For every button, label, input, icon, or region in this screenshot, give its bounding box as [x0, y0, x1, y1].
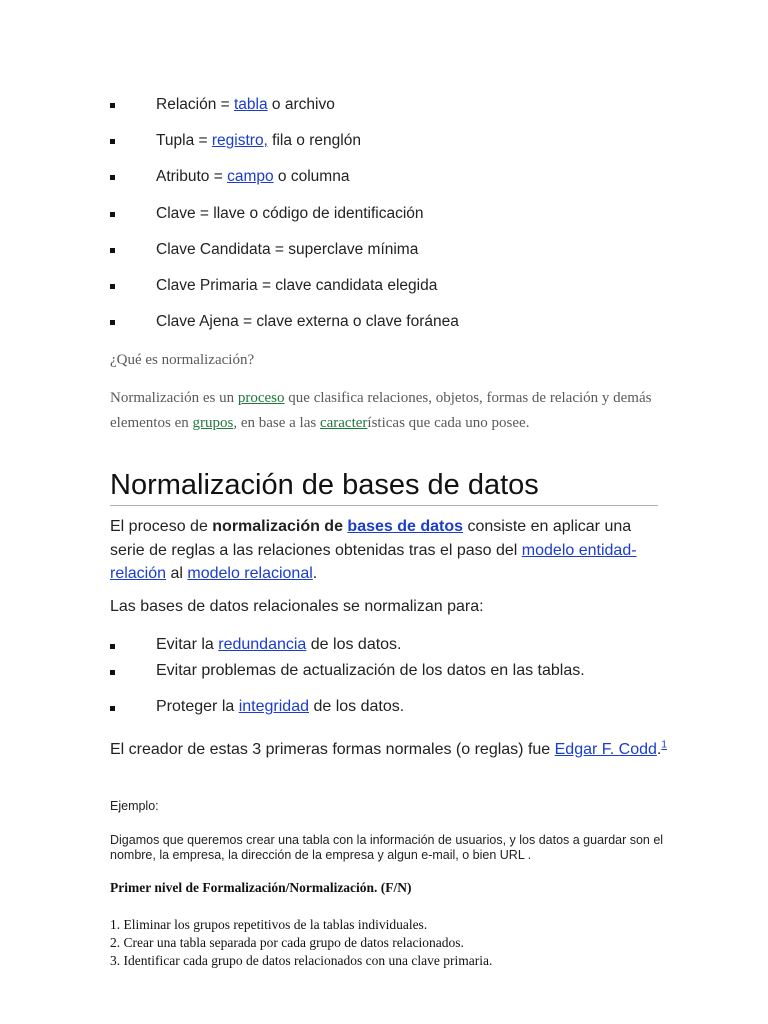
list-item: 1. Eliminar los grupos repetitivos de la tablas individuales. [110, 917, 428, 932]
link-redundancia[interactable]: redundancia [218, 636, 307, 653]
question-heading: ¿Qué es normalización? [110, 352, 255, 368]
list-item: Atributo = campo o columna [110, 164, 459, 200]
creator-paragraph: El creador de estas 3 primeras formas normales (o reglas) fue Edgar F. Codd.$^1$ [110, 739, 667, 758]
list-item: Relación = tabla o archivo [110, 92, 459, 128]
section-heading: Normalización de bases de datos [110, 466, 658, 506]
link-campo[interactable]: campo [227, 168, 274, 186]
level-heading: Primer nivel de Formalización/Normalización. (F/N) [110, 880, 412, 895]
link-tabla[interactable]: tabla [233, 96, 268, 113]
list-item: Clave Candidata = superclave mínima [110, 237, 459, 273]
terms-list [110, 92, 459, 345]
purpose-paragraph: Las bases de datos relacionales se normalizan para: [110, 598, 484, 615]
list-item: Evitar la redundancia de los datos. [110, 633, 402, 657]
definition-paragraph: Normalización es un proceso que clasifica relaciones, objetos, formas de relación y demás elementos en grupos, en base a las características que cada uno posee. [110, 390, 652, 431]
link-modelo-entidad-relacion[interactable]: modelo entidad-relación [110, 541, 637, 582]
list-item: 2. Crear una tabla separada por cada grupo de datos relacionados. [110, 935, 464, 950]
link-grupos[interactable]: grupos [192, 414, 234, 431]
steps-list [110, 916, 492, 970]
link-registro[interactable]: registro, [211, 132, 268, 150]
list-item: Proteger la integridad de los datos. [110, 695, 404, 719]
list-item: Clave Primaria = clave candidata elegida [110, 273, 459, 309]
list-item: 3. Identificar cada grupo de datos relacionados con una clave primaria. [110, 953, 493, 968]
link-modelo-relacional[interactable]: modelo relacional [187, 565, 313, 582]
link-bases-de-datos[interactable]: bases de datos [347, 518, 464, 535]
list-item: Tupla = registro, fila o renglón [110, 128, 459, 164]
intro-paragraph: El proceso de normalización de bases de datos consiste en aplicar una serie de reglas a las relaciones obtenidas tras el paso del modelo entidad-relación al modelo relacional. [110, 518, 637, 582]
link-proceso[interactable]: proceso [237, 390, 285, 406]
link-integridad[interactable]: integridad [238, 698, 309, 715]
example-label: Ejemplo: [110, 799, 159, 813]
list-item: Evitar problemas de actualización de los datos en las tablas. [110, 659, 585, 683]
link-caracteristicas[interactable]: caracter [319, 414, 368, 431]
list-item: Clave Ajena = clave externa o clave foránea [110, 309, 459, 345]
footnote-ref[interactable]: 1 [661, 739, 667, 751]
example-description: Digamos que queremos crear una tabla con la información de usuarios, y los datos a guardar son el nombre, la empresa, la dirección de la empresa y algun e-mail, o bien URL . [110, 833, 664, 862]
list-item: Clave = llave o código de identificación [110, 201, 459, 237]
link-edgar-codd[interactable]: Edgar F. Codd [554, 741, 657, 758]
